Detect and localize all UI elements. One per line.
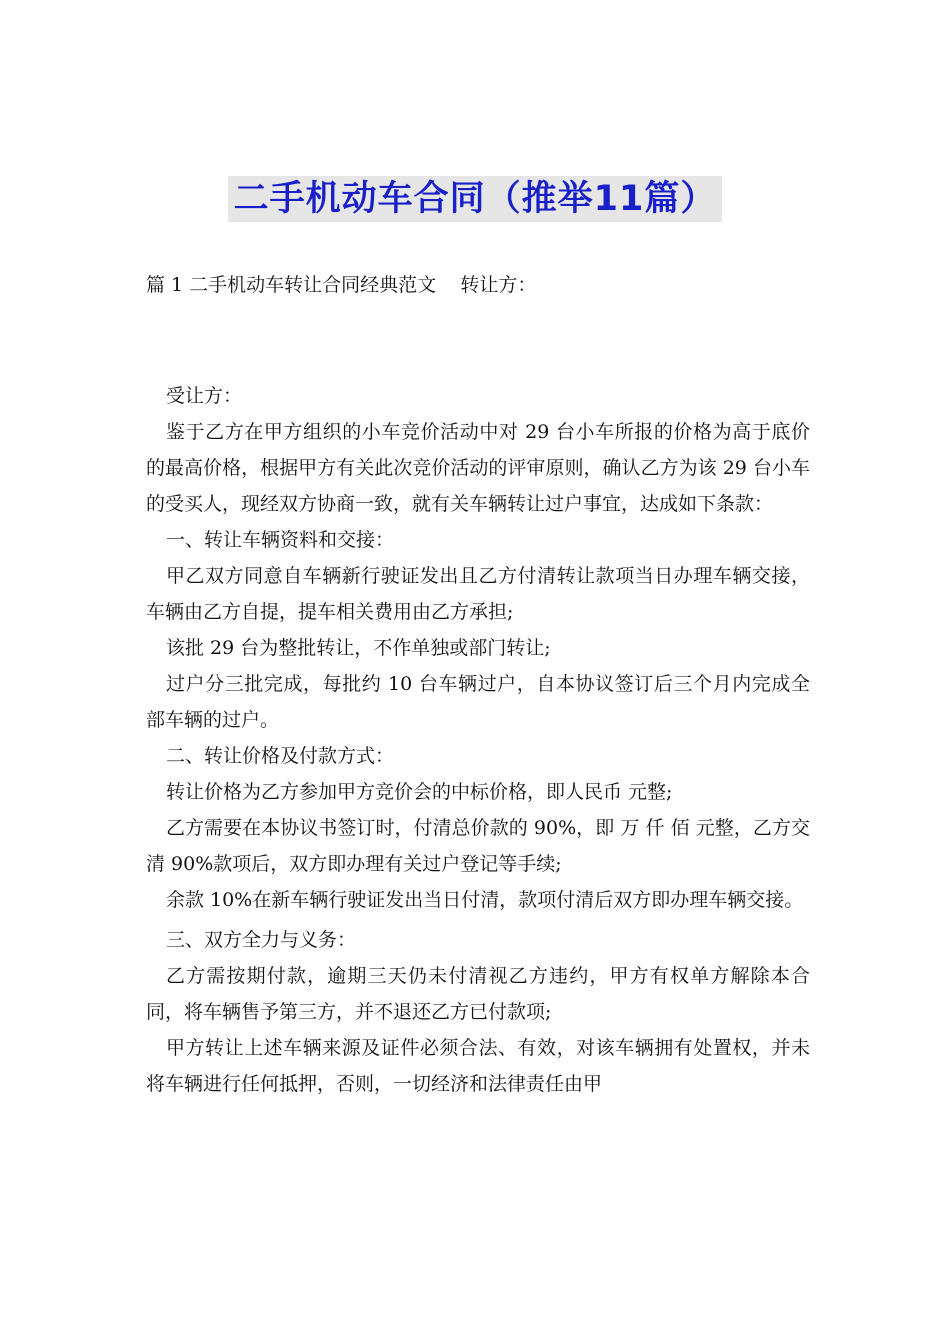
paragraph: 乙方需要在本协议书签订时，付清总价款的 90%，即 万 仟 佰 元整，乙方交清 90%款项后，双方即办理有关过户登记等手续; bbox=[146, 817, 810, 875]
paragraph: 三、双方全力与义务： bbox=[165, 929, 356, 951]
paragraph: 甲方转让上述车辆来源及证件必须合法、有效，对该车辆拥有处置权，并未将车辆进行任何抵押，否则，一切经济和法律责任由甲 bbox=[146, 1037, 810, 1095]
paragraph: 甲乙双方同意自车辆新行驶证发出且乙方付清转让款项当日办理车辆交接，车辆由乙方自提，提车相关费用由乙方承担; bbox=[146, 565, 810, 623]
paragraph: 乙方需按期付款，逾期三天仍未付清视乙方违约，甲方有权单方解除本合同，将车辆售予第三方，并不退还乙方已付款项; bbox=[146, 965, 810, 1023]
paragraph: 余款 10%在新车辆行驶证发出当日付清，款项付清后双方即办理车辆交接。 bbox=[165, 889, 804, 911]
title-container bbox=[0, 176, 950, 222]
paragraph: 二、转让价格及付款方式： bbox=[165, 745, 394, 767]
document-body bbox=[146, 378, 810, 1102]
paragraph: 该批 29 台为整批转让，不作单独或部门转让; bbox=[165, 637, 551, 659]
paragraph: 过户分三批完成，每批约 10 台车辆过户，自本协议签订后三个月内完成全部车辆的过户。 bbox=[146, 673, 810, 731]
paragraph: 转让价格为乙方参加甲方竞价会的中标价格，即人民币 元整; bbox=[165, 781, 673, 803]
document-title: 二手机动车合同（推举11篇） bbox=[228, 176, 723, 222]
paragraph: 鉴于乙方在甲方组织的小车竞价活动中对 29 台小车所报的价格为高于底价的最高价格，根据甲方有关此次竞价活动的评审原则，确认乙方为该 29 台小车的受买人，现经双方协商一致，就有关车辆转让过户事宜，达成如下条款： bbox=[146, 421, 810, 515]
paragraph: 受让方： bbox=[165, 385, 242, 407]
paragraph: 一、转让车辆资料和交接： bbox=[165, 529, 394, 551]
section-heading: 篇 1 二手机动车转让合同经典范文 转让方： bbox=[146, 274, 537, 296]
